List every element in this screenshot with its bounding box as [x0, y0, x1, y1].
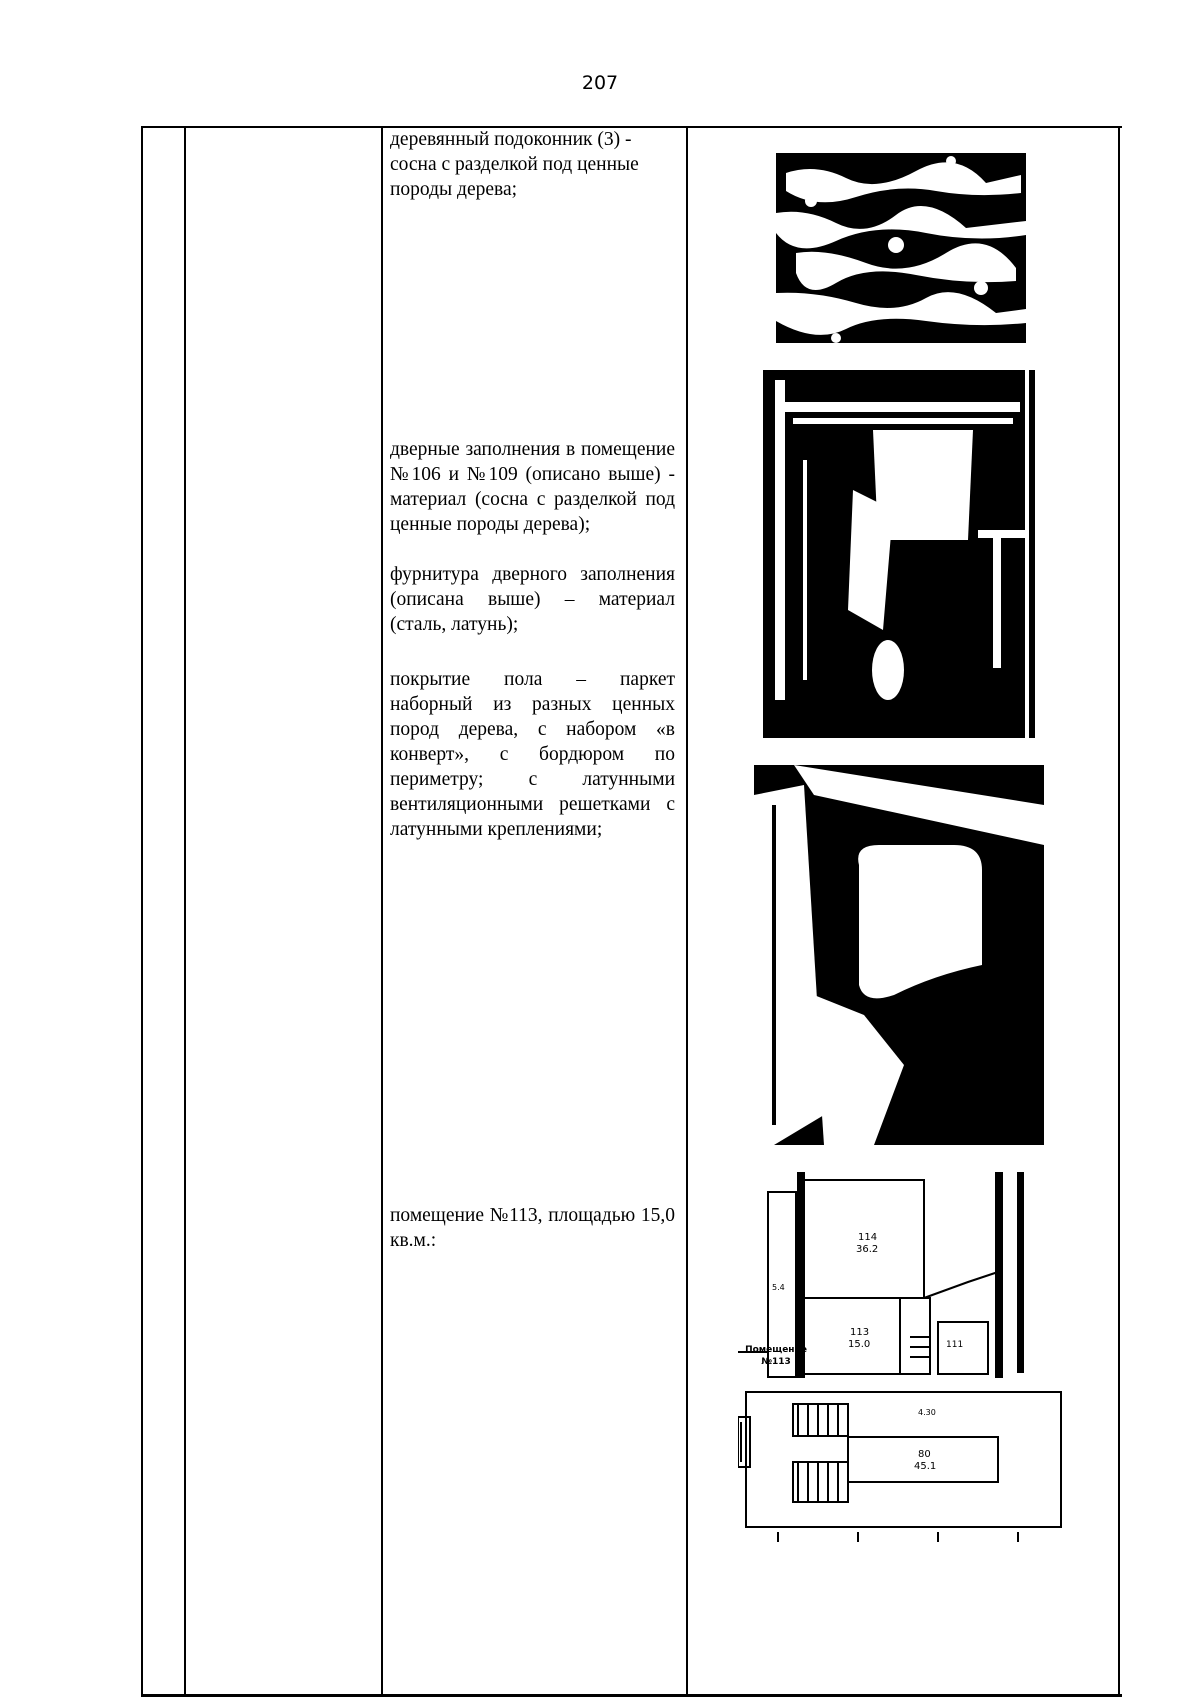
plan-room-114-area: 36.2	[856, 1244, 879, 1255]
doors-description: дверные заполнения в помещение №106 и №109 (описано выше) - материал (сосна с разделкой под ценные породы дерева);	[390, 439, 675, 535]
plan-room-label-line2: №113	[761, 1357, 791, 1367]
room113-description: помещение №113, площадью 15,0 кв.м.:	[390, 1205, 675, 1251]
plan-room-111-number: 111	[946, 1340, 964, 1350]
plan-dim-430: 4.30	[918, 1408, 936, 1417]
plan-dim-54: 5.4	[772, 1283, 785, 1292]
doorway-photo	[763, 370, 1035, 738]
plan-room-label	[738, 1344, 814, 1368]
plan-room-label-line1: Помещение	[745, 1345, 807, 1355]
plan-room-113-number: 113	[850, 1327, 870, 1338]
plan-room-80-area: 45.1	[914, 1461, 937, 1472]
table-col-border-1	[184, 126, 186, 1697]
page-number: 207	[581, 72, 619, 94]
table-col-border-0	[141, 126, 143, 1697]
plan-room-80-number: 80	[918, 1449, 931, 1460]
plan-room-114-number: 114	[858, 1232, 878, 1243]
windowsill-description: деревянный подоконник (3) - сосна с разделкой под ценные породы дерева;	[390, 129, 639, 200]
plan-room-113-area: 15.0	[848, 1339, 871, 1350]
table-col-border-2	[381, 126, 383, 1697]
table-col-border-3	[686, 126, 688, 1697]
windowsill-photo	[776, 153, 1026, 343]
table-col-border-4	[1118, 126, 1120, 1697]
fittings-description: фурнитура дверного заполнения (описана выше) – материал (сталь, латунь);	[390, 564, 675, 635]
floor-description: покрытие пола – паркет наборный из разных ценных пород дерева, с набором «в конверт», с бордюром по периметру; с латунными вентиляционными решетками с латунными креплениями;	[390, 669, 675, 840]
window-niche-photo	[754, 765, 1044, 1145]
